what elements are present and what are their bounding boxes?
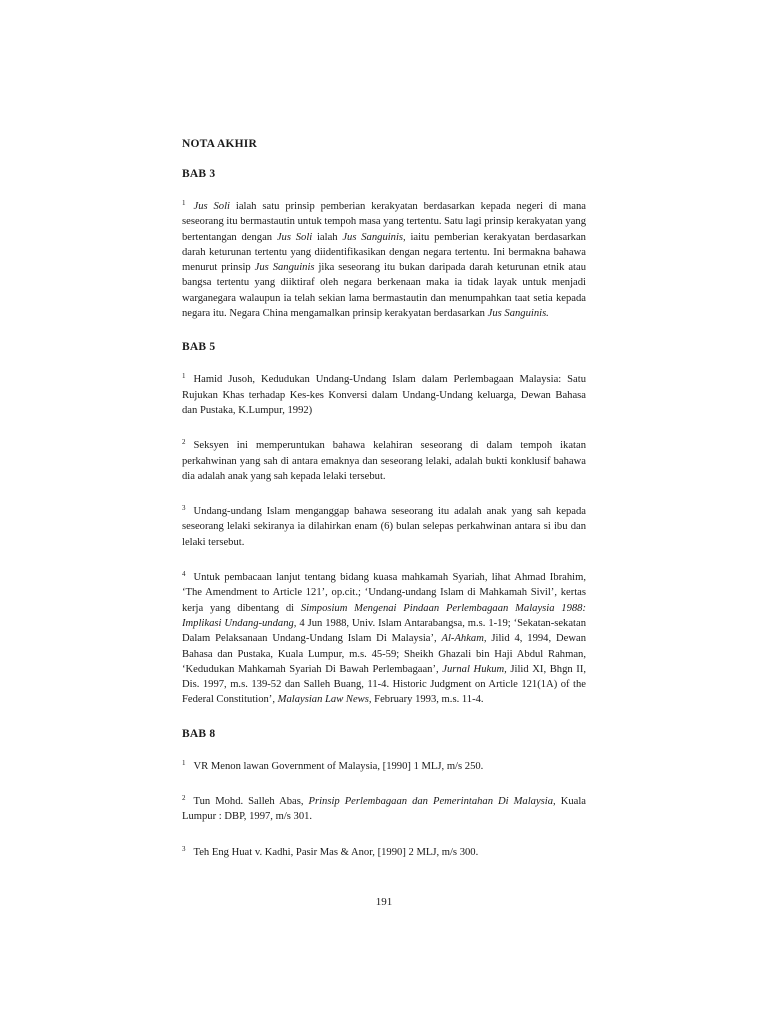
endnote-italic-text: Prinsip Perlembagaan dan Pemerintahan Di Malaysia, bbox=[308, 796, 556, 808]
section-title: BAB 8 bbox=[182, 727, 216, 740]
endnote-text: Hamid Jusoh, Kedudukan Undang-Undang Islam dalam Perlembagaan Malaysia: Satu Rujukan Khas terhadap Kes-kes Konversi dalam Undang-Undang keluarga, Dewan Bahasa dan Pustaka, K.Lumpur, 1992) bbox=[182, 374, 586, 416]
page-heading: NOTA AKHIR bbox=[182, 138, 257, 150]
endnote-text: Jilid XI, Bhgn II, Dis. 1997, m.s. 139-52 dan Salleh Buang, 11-4. Historic Judgment on Article 121(1A) of the Federal Constitution’, bbox=[182, 663, 586, 706]
endnote-text: jika seseorang itu bukan daripada darah keturunan etnik atau bangsa tertentu yang diiktiraf oleh negara berkenaan maka ia tidak layak untuk menjadi warganegara walaupun ia telah sekian lama bermastautin dan menumpahkan taat setia kepada negara itu. Negara China mengamalkan prinsip kerakyatan berdasarkan bbox=[182, 262, 587, 320]
endnote-text: Seksyen ini memperuntukan bahawa kelahiran seseorang di dalam tempoh ikatan perkahwinan yang sah di antara emaknya dan seseorang lelaki, adalah bukti konklusif bahawa dia adalah anak yang sah kepada lelaki tersebut. bbox=[182, 440, 586, 482]
endnote-italic-text: Jus Soli bbox=[276, 231, 313, 243]
endnote-italic-text: Jus Sanguinis, bbox=[342, 231, 406, 243]
endnote bbox=[182, 567, 586, 708]
endnote-italic-text: Al-Ahkam, bbox=[441, 633, 487, 645]
endnote-text: February 1993, m.s. 11-4. bbox=[371, 694, 484, 706]
endnote-italic-text: Jus Sanguinis bbox=[254, 262, 315, 274]
endnote-text: 4 Jun 1988, Univ. Islam Antarabangsa, m.s. 1-19; ‘Sekatan-sekatan Dalam Pelaksanaan Undang-Undang Islam Di Malaysia’, bbox=[182, 617, 586, 645]
endnote-number: 3 bbox=[182, 844, 186, 853]
endnote-italic-text: Simposium Mengenai Pindaan Perlembagaan Malaysia 1988: Implikasi Undang-undang, bbox=[182, 602, 587, 629]
endnote-text: iaitu pemberian kerakyatan berdasarkan darah keturunan tertentu yang diidentifikasikan dengan negara tertentu. Ini bermakna bahawa menurut prinsip bbox=[182, 231, 586, 274]
endnote-italic-text: Malaysian Law News, bbox=[277, 694, 372, 706]
endnote-text: ialah satu prinsip pemberian kerakyatan berdasarkan kepada negeri di mana seseorang itu bermastautin untuk tempoh masa yang tertentu. Satu lagi prinsip kerakyatan yang bertentangan dengan bbox=[182, 201, 586, 243]
endnote-number: 4 bbox=[182, 570, 186, 579]
endnotes-content bbox=[182, 138, 586, 880]
endnote-text: VR Menon lawan Government of Malaysia, [1990] 1 MLJ, m/s 250. bbox=[193, 760, 484, 772]
endnote bbox=[182, 196, 586, 321]
endnote bbox=[182, 501, 586, 550]
endnote-number: 1 bbox=[182, 372, 186, 381]
endnote-text: Kuala Lumpur : DBP, 1997, m/s 301. bbox=[182, 796, 586, 823]
endnote-italic-text: Jus Sanguinis. bbox=[487, 308, 549, 320]
section-title: BAB 3 bbox=[182, 168, 216, 180]
endnote bbox=[182, 756, 586, 774]
endnote bbox=[182, 435, 586, 484]
endnote-text: Tun Mohd. Salleh Abas, bbox=[193, 796, 309, 808]
endnote-text: Jilid 4, 1994, Dewan Bahasa dan Pustaka, Kuala Lumpur, m.s. 45-59; Sheikh Ghazali bin Haji Abdul Rahman, ‘Kedudukan Mahkamah Syariah Di Bawah Perlembagaan’, bbox=[182, 633, 586, 675]
endnote-number: 2 bbox=[182, 438, 186, 447]
endnote-number: 1 bbox=[182, 199, 186, 207]
endnote-sections bbox=[182, 168, 586, 860]
endnote-text: Undang-undang Islam menganggap bahawa seseorang itu adalah anak yang sah kepada seseorang lelaki sekiranya ia dilahirkan enam (6) bulan selepas perkahwinan antara si ibu dan lelaki tersebut. bbox=[182, 506, 586, 548]
endnote bbox=[182, 791, 586, 825]
page-number: 191 bbox=[375, 896, 393, 908]
endnote-number: 2 bbox=[182, 794, 186, 803]
endnote-text: ialah bbox=[312, 231, 343, 243]
endnote-text: Teh Eng Huat v. Kadhi, Pasir Mas & Anor, [1990] 2 MLJ, m/s 300. bbox=[193, 846, 479, 858]
section-title: BAB 5 bbox=[182, 341, 216, 354]
endnote-italic-text: Jurnal Hukum, bbox=[442, 663, 507, 675]
endnote-italic-text: Jus Soli bbox=[193, 201, 230, 212]
endnote-number: 3 bbox=[182, 504, 186, 513]
endnote-number: 1 bbox=[182, 758, 186, 767]
endnote-text: Untuk pembacaan lanjut tentang bidang kuasa mahkamah Syariah, lihat Ahmad Ibrahim, ‘The Amendment to Article 121’, op.cit.; ‘Undang-undang Islam di Mahkamah Sivil’, kertas kerja yang dibentang di bbox=[182, 572, 586, 614]
endnote bbox=[182, 369, 586, 418]
endnote bbox=[182, 842, 586, 860]
